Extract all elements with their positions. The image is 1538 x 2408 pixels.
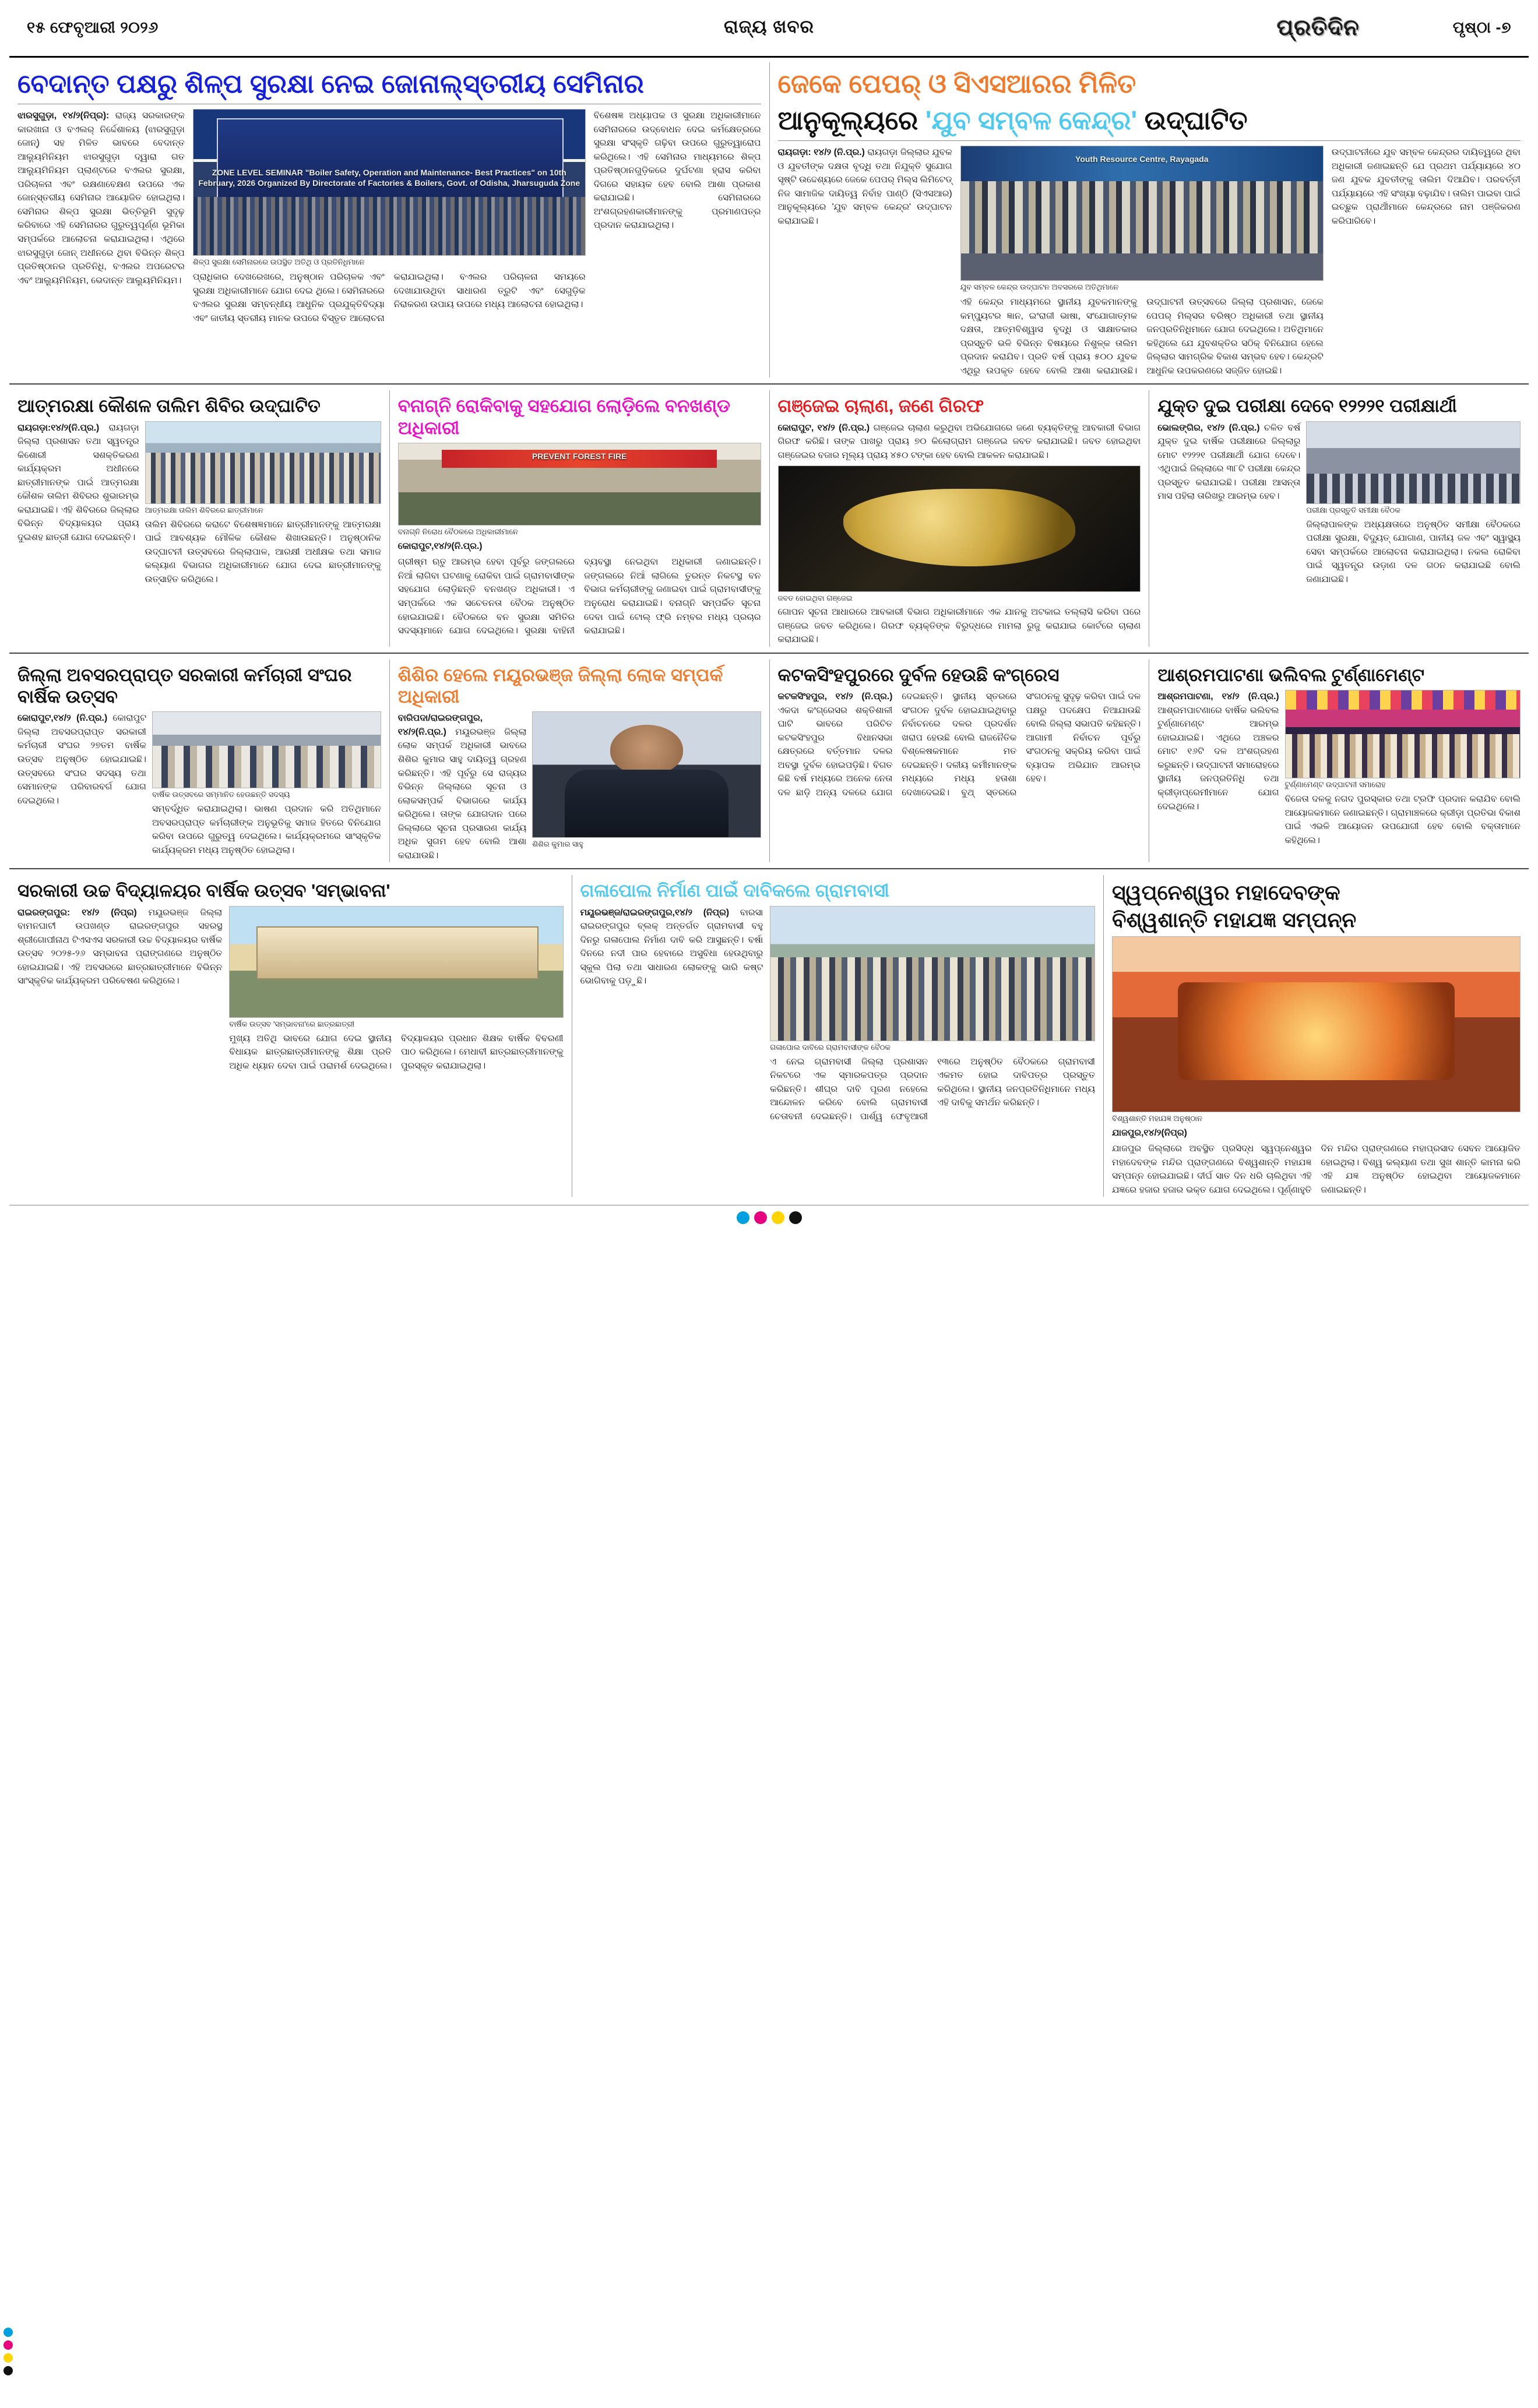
photo-self-defence-camp	[145, 421, 381, 504]
headline-plus-two-exam: ଯୁକ୍ତ ଦୁଇ ପରୀକ୍ଷା ଦେବେ ୧୨୨୨୧ ପରୀକ୍ଷାର୍ଥୀ	[1157, 396, 1457, 417]
story-mahayajna	[1103, 875, 1529, 1197]
row-3-divider	[9, 868, 1529, 869]
body-col-2: ସ୍ଥାନୀୟ ସ୍ତରରେ ସଂଗଠନ ଦୁର୍ବଳ ହୋଇଯାଇଥିବାରୁ ନିର୍ବାଚନରେ ଦଳର ପ୍ରଦର୍ଶନ ଖରାପ ହେଉଛି ବୋଲି ରାଜନୈତିକ ବିଶ୍ଳେଷକମାନେ ମତ ଦେଇଛନ୍ତି। ଦଳୀୟ କର୍ମୀମାନଙ୍କ ମଧ୍ୟରେ ମଧ୍ୟ ହତାଶା ଦେଖାଦେଇଛି।	[902, 692, 1017, 798]
dateline: ରାୟଗଡ଼ା: ୧୪/୨ (ନି.ପ୍ର.)	[777, 147, 865, 158]
body-col-2: ସମ୍ବର୍ଦ୍ଧିତ କରାଯାଇଥିଲା। ଭାଷଣ ପ୍ରଦାନ କରି ଅତିଥିମାନେ ଅବସରପ୍ରାପ୍ତ କର୍ମଚାରୀଙ୍କ ଅନୁଭୂତିକୁ ସମାଜ ହିତରେ ବିନିଯୋଗ କରିବା ଉପରେ ଗୁରୁତ୍ୱ ଦେଇଥିଲେ। କାର୍ଯ୍ୟକ୍ରମରେ ସାଂସ୍କୃତିକ କାର୍ଯ୍ୟକ୍ରମ ମଧ୍ୟ ଅନୁଷ୍ଠିତ ହୋଇଥିଲା।	[152, 804, 381, 855]
photo-caption: ଶିଶିର କୁମାର ସାହୁ	[532, 840, 583, 849]
body-col-2: ପ୍ରାଧିକାର ଦେଖରେଖରେ, ଅନୁଷ୍ଠାନ ପରିଚାଳକ ଏବଂ ସୁରକ୍ଷା ଅଧିକାରୀମାନେ ଯୋଗ ଦେଇ ଥିଲେ। ସେମିନାରରେ ବଏଲର ସୁରକ୍ଷା ସମ୍ବନ୍ଧୀୟ ଆଧୁନିକ ପ୍ରଯୁକ୍ତିବିଦ୍ୟା ଏବଂ ଜାତୀୟ ସ୍ତରୀୟ ମାନକ ଉପରେ ବିସ୍ତୃତ ଆଲୋଚନା କରାଯାଇଥିଲା। ବଏଲର ପରିଚାଳନା ସମୟରେ ଦେଖାଯାଉଥିବା ସାଧାରଣ ତ୍ରୁଟି ଏବଂ ସେଗୁଡ଼ିକ ନିରାକରଣ ଉପାୟ ଉପରେ ମଧ୍ୟ ଆଲୋଚନା ହୋଇଥିଲା।	[192, 272, 586, 323]
bleed-dot-cyan	[3, 2328, 13, 2337]
story-congress-weakening	[769, 660, 1149, 862]
bleed-dot-magenta	[3, 2340, 13, 2350]
photo-caption: ବାର୍ଷିକ ଉତ୍ସବ 'ସମ୍ଭାବନା'ରେ ଛାତ୍ରଛାତ୍ରୀ	[229, 1019, 355, 1028]
headline-bridge-demand: ଗଳାପୋଲ ନିର୍ମାଣ ପାଇଁ ଦାବିକଲେ ଗ୍ରାମବାସୀ	[580, 880, 889, 901]
body-col-2: ପୂର୍ଣ୍ଣାହୁତି ଦିନ ମନ୍ଦିର ପ୍ରାଙ୍ଗଣରେ ମହାପ୍ରସାଦ ସେବନ ଆୟୋଜିତ ହୋଇଥିଲା। ବିଶ୍ୱ କଲ୍ୟାଣ ତଥା ସୁଖ ଶାନ୍ତି କାମନା କରି ଏହି ଯଜ୍ଞ ଅନୁଷ୍ଠିତ ହୋଇଥିବା ଆୟୋଜକମାନେ ଜଣାଇଛନ୍ତି।	[1277, 1144, 1521, 1195]
row-3	[0, 660, 1538, 862]
headline-vedanta-seminar: ବେଦାନ୍ତ ପକ୍ଷରୁ ଶିଳ୍ପ ସୁରକ୍ଷା ନେଇ ଜୋନାଲ୍‌ସ୍ତରୀୟ ସେମିନାର	[17, 69, 644, 98]
dateline: ଭୋଲଙ୍ଗିର, ୧୪/୨ (ନି.ପ୍ର.)	[1157, 422, 1260, 433]
photo-exam-review-meeting	[1306, 421, 1521, 504]
body-col-1: ଗଞ୍ଜେଇ ଚାଲାଣ କରୁଥିବା ଅଭିଯୋଗରେ ଜଣେ ବ୍ୟକ୍ତିଙ୍କୁ ଆବକାରୀ ବିଭାଗ ଗିରଫ କରିଛି। ତାଙ୍କ ପାଖରୁ ପ୍ରାୟ ୭୦ କିଲୋଗ୍ରାମ ଗଞ୍ଜେଇ ଜବତ କରାଯାଇଛି। ଜବତ ହୋଇଥିବା ଗଞ୍ଜେଇର ବଜାର ମୂଲ୍ୟ ପ୍ରାୟ ୪୫୦ ଟଙ୍କା ହେବ ବୋଲି ଆକଳନ କରାଯାଇଛି।	[777, 422, 1141, 460]
body-col-1: ଚଳିତ ବର୍ଷ ଯୁକ୍ତ ଦୁଇ ବାର୍ଷିକ ପରୀକ୍ଷାରେ ଜିଲ୍ଲାରୁ ମୋଟ ୧୨୨୨୧ ପରୀକ୍ଷାର୍ଥୀ ଯୋଗ ଦେବେ। ଏଥିପାଇଁ ଜିଲ୍ଲାରେ ୩୮ଟି ପରୀକ୍ଷା କେନ୍ଦ୍ର ପ୍ରସ୍ତୁତ କରାଯାଇଛି। ପରୀକ୍ଷା ଆସନ୍ତା ମାସ ପହିଲା ତାରିଖରୁ ଆରମ୍ଭ ହେବ।	[1157, 422, 1301, 502]
photo-banner-text: PREVENT FOREST FIRE	[532, 451, 627, 461]
body-col-2: ସୁରକ୍ଷା ବାହିନୀ ବ୍ୟବସ୍ଥା ନେଇଥିବା ଅଧିକାରୀ ଜଣାଇଛନ୍ତି। ଜଙ୍ଗଲରେ ନିଆଁ ଲାଗିଲେ ତୁରନ୍ତ ନିକଟସ୍ଥ ବନ ବିଭାଗ କର୍ମଚାରୀଙ୍କୁ ଜଣାଇବା ପାଇଁ ଗ୍ରାମବାସୀଙ୍କୁ ଅନୁରୋଧ କରାଯାଇଛି। ବନାଗ୍ନି ସମ୍ପର୍କିତ ସୂଚନା ଦେବା ପାଇଁ ଟୋଲ୍ ଫ୍ରି ନମ୍ବର ମଧ୍ୟ ପ୍ରଚାର କରାଯାଇଛି।	[524, 557, 761, 636]
body-col-1: ରାଜ୍ୟ ସରକାରଙ୍କ କାରଖାନା ଓ ବଏଲର୍ ନିର୍ଦ୍ଦେଶାଳୟ (ଝାରସୁଗୁଡ଼ା ଜୋନ୍) ସହ ମିଳିତ ଭାବରେ ବେଦାନ୍ତ ଆଲ୍ୟୁମିନିୟମ ଝାରସୁଗୁଡ଼ା ଦ୍ୱାରା ଗତ ଆଲ୍ୟୁମିନିୟମ ପ୍ଲାଣ୍ଟରେ ବଏଲର ସୁରକ୍ଷା, ପରିଚାଳନା ଏବଂ ରକ୍ଷଣାବେକ୍ଷଣ ଉପରେ ଏକ ଜୋନ୍‌ସ୍ତରୀୟ ସେମିନାର ଆୟୋଜିତ ହୋଇଥିଲା। ସେମିନାର ଶିଳ୍ପ ସୁରକ୍ଷା ଭିତ୍ତିଭୂମି ସୁଦୃଢ଼ କରିବାରେ ଏହି ସେମିନାରର ଗୁରୁତ୍ୱପୂର୍ଣ୍ଣ ଭୂମିକା ସମ୍ପର୍କରେ ଆଲୋଚନା କରାଯାଇଥିଲା। ଏଥିରେ ଝାରସୁଗୁଡ଼ା ଜୋନ୍ ଅଧୀନରେ ଥିବା ବିଭିନ୍ନ ଶିଳ୍ପ ପ୍ରତିଷ୍ଠାନର ପ୍ରତିନିଧି, ବଏଲର ଅପରେଟର ଏବଂ ଆଲ୍ୟୁମିନିୟମ, ଭେଦାନ୍ତ ଆଲ୍ୟୁମିନିୟମ।	[17, 111, 185, 285]
dateline: ରାୟଗଡ଼ା:୧୪/୨(ନି.ପ୍ର.)	[17, 422, 100, 433]
body-col-2: ଜିଲ୍ଲାପାଳଙ୍କ ଅଧ୍ୟକ୍ଷତାରେ ଅନୁଷ୍ଠିତ ସମୀକ୍ଷା ବୈଠକରେ ପରୀକ୍ଷା ସୁରକ୍ଷା, ବିଦ୍ୟୁତ୍ ଯୋଗାଣ, ପାନୀୟ ଜଳ ଏବଂ ସ୍ୱାସ୍ଥ୍ୟ ସେବା ସମ୍ପର୍କରେ ଆଲୋଚନା କରାଯାଇଥିଲା। ନକଲ ରୋକିବା ପାଇଁ ସ୍ୱତନ୍ତ୍ର ଉଡ଼ାଣ ଦଳ ଗଠନ କରାଯାଇଛି ବୋଲି ଜଣାଯାଇଛି।	[1306, 519, 1521, 584]
photo-caption: ବିଶ୍ୱଶାନ୍ତି ମହାଯଜ୍ଞ ଅନୁଷ୍ଠାନ	[1112, 1113, 1202, 1123]
photo-school-function	[229, 906, 563, 1018]
body-col-2: ତାଲିମ ଶିବିରରେ କରାଟେ ବିଶେଷଜ୍ଞମାନେ ଛାତ୍ରୀମାନଙ୍କୁ ଆତ୍ମରକ୍ଷା ପାଇଁ ଆବଶ୍ୟକ ମୌଳିକ କୌଶଳ ଶିଖାଉଛନ୍ତି। ଅନୁଷ୍ଠାନିକ ଉଦ୍‌ଘାଟନୀ ଉତ୍ସବରେ ଜିଲ୍ଲାପାଳ, ଆରକ୍ଷୀ ଅଧୀକ୍ଷକ ତଥା ସମାଜ କଲ୍ୟାଣ ବିଭାଗର ଅଧିକାରୀମାନେ ଯୋଗ ଦେଇ ଛାତ୍ରୀମାନଙ୍କୁ ଉତ୍ସାହିତ କରିଥିଲେ।	[145, 519, 381, 584]
cmyk-registration-marks	[0, 1205, 1538, 1224]
photo-embedded-text: ZONE LEVEL SEMINAR "Boiler Safety, Operation and Maintenance- Best Practices" on 10th February, 2026 Organized By Directorate of Factories & Boilers, Govt. of Odisha, Jharsuguda Zone	[198, 168, 580, 188]
headline-new-pro-officer: ଶିଶିର ହେଲେ ମୟୂରଭଞ୍ଜ ଜିଲ୍ଲା ଲୋକ ସମ୍ପର୍କ ଅଧିକାରୀ	[397, 664, 723, 707]
story-plus-two-exam	[1149, 390, 1529, 646]
story-vedanta-seminar	[9, 62, 769, 378]
masthead-divider	[9, 56, 1529, 58]
photo-yrc-inauguration	[960, 146, 1324, 281]
body-col-3: ବିଶେଷଜ୍ଞ ଅଧ୍ୟାପକ ଓ ସୁରକ୍ଷା ଅଧିକାରୀମାନେ ସେମିନାରରେ ଉଦ୍‌ବୋଧନ ଦେଇ କର୍ମକ୍ଷେତ୍ରରେ ସୁରକ୍ଷା ସଂସ୍କୃତି ଗଢ଼ିବା ଉପରେ ଗୁରୁତ୍ୱାରୋପ କରିଥିଲେ। ଏହି ସେମିନାର ମାଧ୍ୟମରେ ଶିଳ୍ପ ପ୍ରତିଷ୍ଠାନଗୁଡ଼ିକରେ ଦୁର୍ଘଟଣା ହ୍ରାସ କରିବା ଦିଗରେ ସହାୟକ ହେବ ବୋଲି ଆଶା ପ୍ରକାଶ କରାଯାଇଛି। ସେମିନାରରେ ଅଂଶଗ୍ରହଣକାରୀମାନଙ୍କୁ ପ୍ରମାଣପତ୍ର ପ୍ରଦାନ କରାଯାଇଥିଲା।	[593, 111, 761, 231]
body-col-4: ଉଦ୍‌ଘାଟନୀରେ ଯୁବ ସମ୍ବଳ କେନ୍ଦ୍ରର ଦାୟିତ୍ୱରେ ଥିବା ଅଧିକାରୀ ଜଣାଇଛନ୍ତି ଯେ ପ୍ରଥମ ପର୍ଯ୍ୟାୟରେ ୪୦ ଜଣ ଯୁବକ ଯୁବତୀଙ୍କୁ ତାଲିମ ଦିଆଯିବ। ପରବର୍ତ୍ତୀ ପର୍ଯ୍ୟାୟରେ ଏହି ସଂଖ୍ୟା ବଢ଼ାଯିବ। ତାଲିମ ପାଇବା ପାଇଁ ଇଚ୍ଛୁକ ପ୍ରାର୍ଥୀମାନେ କେନ୍ଦ୍ରରେ ନାମ ପଞ୍ଜିକରଣ କରିପାରିବେ।	[1331, 147, 1521, 226]
cmyk-dot-magenta	[754, 1211, 767, 1224]
cmyk-dot-cyan	[737, 1211, 749, 1224]
headline-retired-employees: ଜିଲ୍ଲା ଅବସରପ୍ରାପ୍ତ ସରକାରୀ କର୍ମଚାରୀ ସଂଘର ବାର୍ଷିକ ଉତ୍ସବ	[17, 664, 352, 707]
photo-caption: ଯୁବ ସମ୍ବଳ କେନ୍ଦ୍ର ଉଦ୍‌ଘାଟନ ଅବସରରେ ଅତିଥିମାନେ	[960, 283, 1119, 292]
body-col-1: ଯାଜପୁର ଜିଲ୍ଲାରେ ଅବସ୍ଥିତ ପ୍ରସିଦ୍ଧ ସ୍ୱପ୍ନେଶ୍ୱର ମହାଦେବଙ୍କ ମନ୍ଦିର ପ୍ରାଙ୍ଗଣରେ ବିଶ୍ୱଶାନ୍ତି ମହାଯଜ୍ଞ ସମ୍ପନ୍ନ ହୋଇଯାଇଛି। ଦୀର୍ଘ ସାତ ଦିନ ଧରି ଚାଲିଥିବା ଏହି ଯଜ୍ଞରେ ହଜାର ହଜାର ଭକ୍ତ ଯୋଗ ଦେଇଥିଲେ।	[1112, 1144, 1312, 1195]
headline-volleyball-tournament: ଆଶ୍ରମପାଟଣା ଭଲିବଲ ଟୁର୍ଣ୍ଣାମେଣ୍ଟ	[1157, 664, 1425, 685]
headline-part-quote: 'ଯୁବ ସମ୍ବଳ କେନ୍ଦ୍ର'	[925, 105, 1138, 136]
newspaper-logo: ପ୍ରତିଦିନ	[1277, 15, 1360, 40]
headline-congress-weakening: କଟକସିଂହପୁରରେ ଦୁର୍ବଳ ହେଉଛି କଂଗ୍ରେସ	[777, 664, 1060, 685]
row-1	[0, 62, 1538, 378]
row-2	[0, 390, 1538, 646]
page-masthead	[0, 0, 1538, 56]
photo-tournament-opening	[1285, 690, 1521, 778]
headline-forest-fire: ବନାଗ୍ନି ରୋକିବାକୁ ସହଯୋଗ ଲୋଡ଼ିଲେ ବନଖଣ୍ଡ ଅଧିକାରୀ	[397, 396, 731, 438]
headline-jk-paper-line1: ଜେକେ ପେପର୍ ଓ ସିଏସଆରର ମିଳିତ	[777, 69, 1136, 98]
story-bridge-demand	[572, 875, 1103, 1197]
headline-self-defence: ଆତ୍ମରକ୍ଷା କୌଶଳ ତାଲିମ ଶିବିର ଉଦ୍‌ଘାଟିତ	[17, 396, 321, 417]
headline-rule	[778, 140, 1521, 141]
photo-caption: ଜବତ ହୋଇଥିବା ଗଞ୍ଜେଇ	[777, 594, 853, 603]
photo-forest-fire-meeting	[398, 443, 761, 526]
dateline: ବାରିପଦା/ରାଇରଙ୍ଗପୁର, ୧୪/୨(ନି.ପ୍ର.)	[397, 713, 483, 737]
headline-part-a: ଆନୁକୂଲ୍ୟରେ	[777, 105, 918, 136]
photo-banner-text: Youth Resource Centre, Rayagada	[1075, 154, 1209, 164]
publication-date: ୧୫ ଫେବୃଆରୀ ୨୦୨୬	[27, 19, 159, 36]
story-volleyball-tournament	[1149, 660, 1529, 862]
body-col-2: ଏହି କେନ୍ଦ୍ର ମାଧ୍ୟମରେ ସ୍ଥାନୀୟ ଯୁବକମାନଙ୍କୁ କମ୍ପ୍ୟୁଟର ଜ୍ଞାନ, ଇଂରାଜୀ ଭାଷା, ସଂଯୋଗାତ୍ମକ ଦକ୍ଷତା, ଆତ୍ମବିଶ୍ୱାସ ବୃଦ୍ଧି ଓ ସାକ୍ଷାତକାର ପ୍ରସ୍ତୁତି ଭଳି ବିଭିନ୍ନ ବିଷୟରେ ନିଶୁଳ୍କ ତାଲିମ ପ୍ରଦାନ କରାଯିବ। ପ୍ରତି ବର୍ଷ ପ୍ରାୟ ୫୦୦ ଯୁବକ ଏଥିରୁ ଉପକୃତ ହେବେ ବୋଲି ଆଶା କରାଯାଉଛି।	[960, 297, 1138, 376]
body-col-3: ପାର୍ଶ୍ୱ ଫେବୃଆରୀ ୧୩ରେ ଅନୁଷ୍ଠିତ ବୈଠକରେ ଗ୍ରାମବାସୀ ଏକମତ ହୋଇ ଦାବିପତ୍ର ପ୍ରସ୍ତୁତ କରିଥିଲେ। ସ୍ଥାନୀୟ ଜନପ୍ରତିନିଧିମାନେ ମଧ୍ୟ ଏହି ଦାବିକୁ ସମର୍ଥନ କରିଛନ୍ତି।	[860, 1056, 1096, 1122]
body-col-2: ମୁଖ୍ୟ ଅତିଥି ଭାବରେ ଯୋଗ ଦେଇ ସ୍ଥାନୀୟ ବିଧାୟକ ଛାତ୍ରଛାତ୍ରୀମାନଙ୍କୁ ଶିକ୍ଷା ପ୍ରତି ଅଧିକ ଧ୍ୟାନ ଦେବା ପାଇଁ ପରାମର୍ଶ ଦେଇଥିଲେ। ବିଦ୍ୟାଳୟର ପ୍ରଧାନ ଶିକ୍ଷକ ବାର୍ଷିକ ବିବରଣୀ ପାଠ କରିଥିଲେ। ମେଧାବୀ ଛାତ୍ରଛାତ୍ରୀମାନଙ୍କୁ ପୁରସ୍କୃତ କରାଯାଇଥିଲା।	[229, 1033, 564, 1071]
body-col-1: ବାରସା ରାଇରଙ୍ଗପୁର ବ୍ଲକ୍ ଅନ୍ତର୍ଗତ ଗ୍ରାମବାସୀ ବହୁ ଦିନରୁ ଗଳାପୋଲ ନିର୍ମାଣ ଦାବି କରି ଆସୁଛନ୍ତି। ବର୍ଷା ଦିନରେ ନଦୀ ପାର ହେବାରେ ଅସୁବିଧା ହେଉଥିବାରୁ ସ୍କୁଲ ପିଲା ତଥା ସାଧାରଣ ଲୋକଙ୍କୁ ଭାରି କଷ୍ଟ ଭୋଗିବାକୁ ପଡ଼ୁଛି।	[580, 907, 763, 986]
body-col-2: ଗୋପନ ସୂଚନା ଆଧାରରେ ଆବକାରୀ ବିଭାଗ ଅଧିକାରୀମାନେ ଏକ ଯାନକୁ ଅଟକାଇ ତଲ୍ଲାସି କରିବା ପରେ ଗଞ୍ଜେଇ ଜବତ କରିଥିଲେ। ଗିରଫ ବ୍ୟକ୍ତିଙ୍କ ବିରୁଦ୍ଧରେ ମାମଲା ରୁଜୁ କରାଯାଇ କୋର୍ଟରେ ଚାଲାଣ କରାଯାଇଛି।	[777, 607, 1141, 645]
headline-jk-paper-line2	[778, 105, 1521, 136]
dateline: କୋରାପୁଟ, ୧୪/୨ (ନି.ପ୍ର.)	[777, 422, 870, 433]
page-number: ପୃଷ୍ଠା -୭	[1452, 19, 1511, 36]
body-col-1: ଏକଦା କଂଗ୍ରେସର ଶକ୍ତିଶାଳୀ ଘାଟି ଭାବରେ ପରିଚିତ କଟକସିଂହପୁର ବିଧାନସଭା କ୍ଷେତ୍ରରେ ବର୍ତ୍ତମାନ ଦଳର ଅବସ୍ଥା ଦୁର୍ବଳ ହୋଇପଡ଼ିଛି। ବିଗତ କିଛି ବର୍ଷ ମଧ୍ୟରେ ଅନେକ ନେତା ଦଳ ଛାଡ଼ି ଅନ୍ୟ ଦଳରେ ଯୋଗ ଦେଇଛନ୍ତି।	[777, 692, 943, 798]
bleed-marks	[3, 2328, 13, 2375]
body-col-1: ଗ୍ରୀଷ୍ମ ଋତୁ ଆରମ୍ଭ ହେବା ପୂର୍ବରୁ ଜଙ୍ଗଲରେ ନିଆଁ ଲାଗିବା ଘଟଣାକୁ ରୋକିବା ପାଇଁ ଗ୍ରାମବାସୀଙ୍କ ସହଯୋଗ ଲୋଡ଼ିଛନ୍ତି ବନଖଣ୍ଡ ଅଧିକାରୀ। ଏ ସମ୍ପର୍କରେ ଏକ ସଚେତନତା ବୈଠକ ଅନୁଷ୍ଠିତ ହୋଇଯାଇଛି। ବୈଠକରେ ବନ ସୁରକ୍ଷା ସମିତିର ସଦସ୍ୟମାନେ ଯୋଗ ଦେଇଥିଲେ।	[397, 557, 575, 636]
dateline: କଟକସିଂହପୁର, ୧୪/୨ (ନି.ପ୍ର.)	[777, 692, 893, 702]
body-col-1: ଆଶ୍ରମପାଟଣାରେ ବାର୍ଷିକ ଭଲିବଲ ଟୁର୍ଣ୍ଣାମେଣ୍ଟ ଆରମ୍ଭ ହୋଇଯାଇଛି। ଏଥିରେ ଅଞ୍ଚଳର ମୋଟ ୧୬ଟି ଦଳ ଅଂଶଗ୍ରହଣ କରୁଛନ୍ତି। ଉଦ୍‌ଘାଟନୀ ସମାରୋହରେ ସ୍ଥାନୀୟ ଜନପ୍ରତିନିଧି ତଥା କ୍ରୀଡ଼ାପ୍ରେମୀମାନେ ଯୋଗ ଦେଇଥିଲେ।	[1157, 705, 1279, 812]
photo-mahayajna	[1112, 936, 1521, 1112]
story-jk-paper-yrc	[769, 62, 1529, 378]
story-self-defence-camp	[9, 390, 389, 646]
body-col-1: ରାୟଗଡ଼ା ଜିଲ୍ଲାର ଯୁବକ ଓ ଯୁବତୀଙ୍କ ଦକ୍ଷତା ବୃଦ୍ଧି ତଥା ନିଯୁକ୍ତି ସୁଯୋଗ ସୃଷ୍ଟି ଉଦ୍ଦେଶ୍ୟରେ ଜେକେ ପେପର୍ ମିଲ୍‌ସ ଲିମିଟେଡ୍ ନିଜ ସାମାଜିକ ଦାୟିତ୍ୱ ନିର୍ବାହ ପାଣ୍ଠି (ସିଏସଆର) ଆନୁକୂଲ୍ୟରେ 'ଯୁବ ସମ୍ବଳ କେନ୍ଦ୍ର' ଉଦ୍‌ଘାଟନ କରାଯାଇଛି।	[777, 147, 952, 226]
story-school-annual-fest	[9, 875, 572, 1197]
cmyk-dot-black	[789, 1211, 802, 1224]
body-col-1: ମୟୂରଭଞ୍ଜ ଜିଲ୍ଲା ଲୋକ ସମ୍ପର୍କ ଅଧିକାରୀ ଭାବରେ ଶିଶିର କୁମାର ସାହୁ ଦାୟିତ୍ୱ ଗ୍ରହଣ କରିଛନ୍ତି। ଏହି ପୂର୍ବରୁ ସେ ରାଜ୍ୟର ବିଭିନ୍ନ ଜିଲ୍ଲାରେ ସୂଚନା ଓ ଲୋକସମ୍ପର୍କ ବିଭାଗରେ କାର୍ଯ୍ୟ କରିଥିଲେ। ତାଙ୍କ ଯୋଗଦାନ ପରେ ଜିଲ୍ଲାରେ ସୂଚନା ପ୍ରସାରଣ କାର୍ଯ୍ୟ ଅଧିକ ସୁଗମ ହେବ ବୋଲି ଆଶା କରାଯାଉଛି।	[397, 727, 527, 861]
photo-caption: ବାର୍ଷିକ ଉତ୍ସବରେ ସମ୍ମାନିତ ହେଉଛନ୍ତି ସଦସ୍ୟ	[152, 790, 290, 799]
body-col-1: କୋରାପୁଟ ଜିଲ୍ଲା ଅବସରପ୍ରାପ୍ତ ସରକାରୀ କର୍ମଚାରୀ ସଂଘର ୨୭ତମ ବାର୍ଷିକ ଉତ୍ସବ ଅନୁଷ୍ଠିତ ହୋଇଯାଇଛି। ଉତ୍ସବରେ ସଂଘର ସଦସ୍ୟ ତଥା ସେମାନଙ୍କ ପରିବାରବର୍ଗ ଯୋଗ ଦେଇଥିଲେ।	[17, 713, 146, 806]
photo-seized-ganja	[778, 466, 1141, 592]
headline-school-annual-fest: ସରକାରୀ ଉଚ୍ଚ ବିଦ୍ୟାଳୟର ବାର୍ଷିକ ଉତ୍ସବ 'ସମ୍ଭାବନା'	[17, 880, 390, 901]
photo-annual-function	[152, 711, 381, 788]
headline-ganja-seizure: ଗଞ୍ଜେଇ ଚାଲାଣ, ଜଣେ ଗିରଫ	[777, 396, 984, 417]
row-4	[0, 875, 1538, 1197]
body-col-1: ରାୟଗଡ଼ା ଜିଲ୍ଲା ପ୍ରଶାସନ ତଥା ସ୍ୱତନ୍ତ୍ର କିଶୋରୀ ସଶକ୍ତିକରଣ କାର୍ଯ୍ୟକ୍ରମ ଅଧୀନରେ ଛାତ୍ରୀମାନଙ୍କ ପାଇଁ ଆତ୍ମରକ୍ଷା କୌଶଳ ତାଲିମ ଶିବିରର ଶୁଭାରମ୍ଭ କରାଯାଇଛି। ଏହି ଶିବିରରେ ଜିଲ୍ଲାର ବିଭିନ୍ନ ବିଦ୍ୟାଳୟର ପ୍ରାୟ ଦୁଇଶହ ଛାତ୍ରୀ ଯୋଗ ଦେଇଛନ୍ତି।	[17, 422, 139, 543]
body-col-3: ଉଦ୍‌ଘାଟନୀ ଉତ୍ସବରେ ଜିଲ୍ଲା ପ୍ରଶାସନ, ଜେକେ ପେପର୍ ମିଲ୍‌ସର ବରିଷ୍ଠ ଅଧିକାରୀ ତଥା ସ୍ଥାନୀୟ ଜନପ୍ରତିନିଧିମାନେ ଯୋଗ ଦେଇଥିଲେ। ଅତିଥିମାନେ କହିଥିଲେ ଯେ ଯୁବଶକ୍ତିର ସଠିକ୍ ବିନିଯୋଗ ହେଲେ ଜିଲ୍ଲାର ସାମଗ୍ରିକ ବିକାଶ ସମ୍ଭବ ହେବ। କେନ୍ଦ୍ରଟି ଆଧୁନିକ ଉପକରଣରେ ସଜ୍ଜିତ ହୋଇଛି।	[1146, 297, 1324, 376]
body-col-2: ବିଜେତା ଦଳକୁ ନଗଦ ପୁରସ୍କାର ତଥା ଟ୍ରଫି ପ୍ରଦାନ କରାଯିବ ବୋଲି ଆୟୋଜକମାନେ ଜଣାଇଛନ୍ତି। ଗ୍ରାମାଞ୍ଚଳରେ କ୍ରୀଡ଼ା ପ୍ରତିଭା ବିକାଶ ପାଇଁ ଏଭଳି ଆୟୋଜନ ଉପଯୋଗୀ ହେବ ବୋଲି ବକ୍ତାମାନେ କହିଥିଲେ।	[1284, 794, 1521, 845]
photo-villagers-meeting	[770, 906, 1095, 1041]
section-title: ରାଜ୍ୟ ଖବର	[723, 16, 815, 37]
photo-caption: ଟୁର୍ଣ୍ଣାମେଣ୍ଟ ଉଦ୍‌ଘାଟନୀ ସମାରୋହ	[1284, 780, 1386, 789]
photo-caption: ଗଳାପୋଲ ଦାବିରେ ଗ୍ରାମବାସୀଙ୍କ ବୈଠକ	[770, 1042, 891, 1052]
photo-seminar	[193, 109, 586, 256]
dateline: ରାଇରଙ୍ଗପୁର: ୧୪/୨ (ନିପ୍ର)	[17, 907, 137, 918]
dateline: କୋରାପୁଟ,୧୪/୨(ନି.ପ୍ର.)	[397, 541, 483, 551]
story-retired-employees-fest	[9, 660, 389, 862]
bleed-dot-yellow	[3, 2353, 13, 2363]
body-col-2: ଏ ନେଇ ଗ୍ରାମବାସୀ ଜିଲ୍ଲା ପ୍ରଶାସନ ନିକଟରେ ଏକ ସ୍ମାରକପତ୍ର ପ୍ରଦାନ କରିଛନ୍ତି। ଶୀଘ୍ର ଦାବି ପୂରଣ ନହେଲେ ଆନ୍ଦୋଳନ କରିବେ ବୋଲି ଗ୍ରାମବାସୀ ଚେତାବନୀ ଦେଇଛନ୍ତି।	[770, 1056, 928, 1122]
photo-caption: ପରୀକ୍ଷା ପ୍ରସ୍ତୁତି ସମୀକ୍ଷା ବୈଠକ	[1306, 505, 1400, 514]
story-new-pro-officer	[389, 660, 769, 862]
headline-mahayajna-line2: ବିଶ୍ୱଶାନ୍ତି ମହାଯଜ୍ଞ ସମ୍ପନ୍ନ	[1112, 907, 1357, 932]
photo-caption: ଶିଳ୍ପ ସୁରକ୍ଷା ସେମିନାରରେ ଉପସ୍ଥିତ ଅତିଥି ଓ ପ୍ରତିନିଧିମାନେ	[192, 258, 365, 267]
dateline: କୋରାପୁଟ,୧୪/୨ (ନି.ପ୍ର.)	[17, 713, 108, 724]
body-col-3: ବୁଥ୍ ସ୍ତରରେ ସଂଗଠନକୁ ସୁଦୃଢ଼ କରିବା ପାଇଁ ଦଳ ପକ୍ଷରୁ ପଦକ୍ଷେପ ନିଆଯାଉଛି ବୋଲି ଜିଲ୍ଲା ସଭାପତି କହିଛନ୍ତି। ଆଗାମୀ ନିର୍ବାଚନ ପୂର୍ବରୁ ସଂଗଠନକୁ ସକ୍ରିୟ କରିବା ପାଇଁ ବ୍ୟାପକ ଅଭିଯାନ ଆରମ୍ଭ ହେବ।	[961, 692, 1141, 798]
dateline: ଆଶ୍ରମପାଟଣା, ୧୪/୨ (ନି.ପ୍ର.)	[1157, 692, 1279, 702]
headline-part-b: ଉଦ୍‌ଘାଟିତ	[1144, 105, 1248, 136]
story-ganja-seizure	[769, 390, 1149, 646]
headline-mahayajna-line1: ସ୍ୱପ୍ନେଶ୍ୱର ମହାଦେବଙ୍କ	[1112, 880, 1340, 905]
body-col-1: ମୟୂରଭଞ୍ଜ ଜିଲ୍ଲା ବାମନଘାଟୀ ଉପଖଣ୍ଡ ରାଇରଙ୍ଗପୁର ସହରସ୍ଥ ଶ୍ରୀଗୋପୀନାଥ ଟିଏସଏସ ସରକାରୀ ଉଚ୍ଚ ବିଦ୍ୟାଳୟର ବାର୍ଷିକ ଉତ୍ସବ ୨୦୨୫-୨୬ ସମ୍ଭାବନା ପ୍ରାଙ୍ଗଣରେ ଅନୁଷ୍ଠିତ ହୋଇଯାଇଛି। ଏହି ଅବସରରେ ଛାତ୍ରଛାତ୍ରୀମାନେ ବିଭିନ୍ନ ସାଂସ୍କୃତିକ କାର୍ଯ୍ୟକ୍ରମ ପରିବେଷଣ କରିଥିଲେ।	[17, 907, 223, 986]
dateline: ମୟୂରଭଞ୍ଜ/ରାଇରଙ୍ଗପୁର,୧୪/୨ (ନିପ୍ର)	[580, 907, 730, 918]
dateline: ଝାରସୁଗୁଡ଼ା, ୧୪/୨(ନିପ୍ର):	[17, 111, 110, 121]
bleed-dot-black	[3, 2366, 13, 2375]
row-1-divider	[9, 383, 1529, 385]
dateline: ଯାଜପୁର,୧୪/୨(ନିପ୍ର)	[1112, 1127, 1187, 1138]
row-2-divider	[9, 653, 1529, 654]
cmyk-dot-yellow	[772, 1211, 784, 1224]
photo-caption: ବନାଗ୍ନି ନିରୋଧ ବୈଠକରେ ଅଧିକାରୀମାନେ	[397, 527, 518, 536]
photo-caption: ଆତ୍ମରକ୍ଷା ତାଲିମ ଶିବିରରେ ଛାତ୍ରୀମାନେ	[145, 505, 263, 514]
story-forest-fire	[389, 390, 769, 646]
photo-officer-portrait	[532, 711, 761, 838]
